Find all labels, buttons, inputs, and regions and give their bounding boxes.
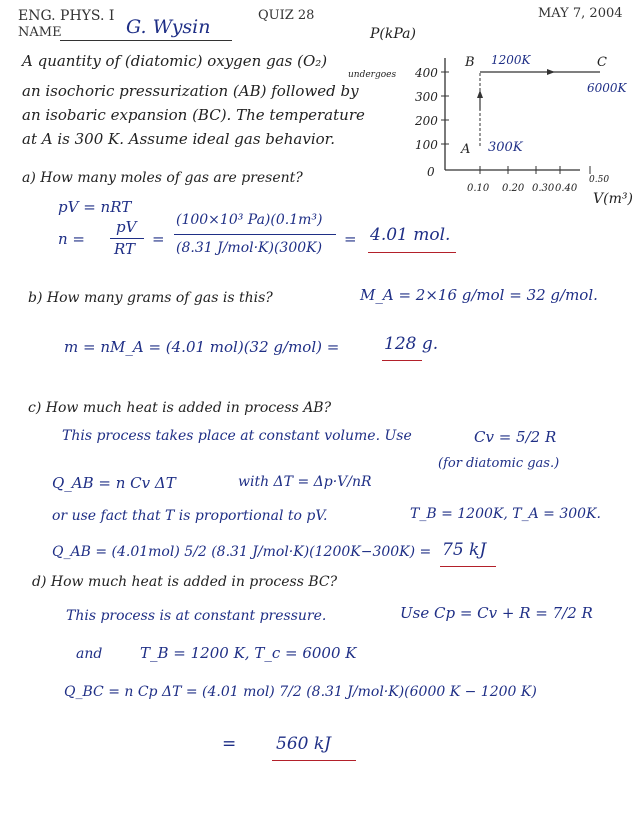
result-equals-a: = — [344, 230, 357, 248]
frac1-numerator: pV — [116, 218, 137, 236]
part-c-question: c) How much heat is added in process AB? — [28, 400, 332, 416]
y-axis-label: P(kPa) — [370, 26, 416, 42]
temp-b-label: 1200K — [491, 53, 531, 67]
q-ab-calc: Q_AB = (4.01mol) 5/2 (8.31 J/mol·K)(1200K−300K) = — [52, 544, 432, 560]
problem-line-2: an isochoric pressurization (AB) followed by — [22, 82, 359, 100]
quiz-number: QUIZ 28 — [258, 8, 315, 23]
name-label: NAME — [18, 25, 62, 40]
frac1-bar — [110, 238, 144, 239]
y-tick-100: 100 — [415, 138, 438, 152]
x-tick-0.20: 0.20 — [502, 183, 525, 194]
n-equals: n = — [58, 230, 85, 248]
student-name: G. Wysin — [126, 16, 211, 38]
arrow-right-icon — [547, 69, 555, 75]
x-tick-0.10: 0.10 — [467, 183, 490, 194]
part-d-question: d) How much heat is added in process BC? — [32, 574, 338, 590]
problem-note: undergoes — [348, 70, 397, 80]
part-d-line1: This process is at constant pressure. — [66, 608, 327, 624]
x-tick-0.30: 0.30 — [532, 183, 555, 194]
temps-ab: T_B = 1200K, T_A = 300K. — [410, 506, 601, 522]
frac2-denominator: (8.31 J/mol·K)(300K) — [176, 240, 323, 256]
diatomic-note: (for diatomic gas.) — [438, 456, 560, 471]
arrow-up-icon — [477, 90, 483, 98]
moles-result: 4.01 mol. — [370, 225, 451, 245]
part-b-question: b) How many grams of gas is this? — [28, 290, 273, 306]
delta-t-note: with ΔT = Δp·V/nR — [238, 474, 372, 490]
temp-c-label: 6000K — [587, 81, 627, 95]
temp-a-label: 300K — [488, 140, 523, 155]
name-line — [60, 40, 232, 41]
y-tick-400: 400 — [415, 66, 438, 80]
x-tick-0.40: 0.40 — [555, 183, 578, 194]
q-bc-result: 560 kJ — [276, 734, 331, 754]
molar-mass: M_A = 2×16 g/mol = 32 g/mol. — [360, 286, 598, 304]
temps-bc: T_B = 1200 K, T_c = 6000 K — [140, 644, 357, 662]
q-ab-result: 75 kJ — [442, 540, 487, 560]
point-b-label: B — [465, 55, 475, 70]
frac1-denominator: RT — [114, 240, 136, 258]
x-tick-0.50: 0.50 — [589, 175, 610, 185]
quiz-date: MAY 7, 2004 — [538, 6, 623, 21]
point-c-label: C — [597, 55, 607, 70]
q-bc-calc: Q_BC = n Cp ΔT = (4.01 mol) 7/2 (8.31 J/mol·K)(6000 K − 1200 K) — [64, 684, 537, 700]
problem-line-3: an isobaric expansion (BC). The temperature — [22, 106, 365, 124]
and-word: and — [76, 646, 103, 662]
problem-line-1: A quantity of (diatomic) oxygen gas (O₂) — [22, 52, 328, 70]
course-title: ENG. PHYS. I — [18, 8, 115, 24]
cp-value: Use Cp = Cv + R = 7/2 R — [400, 604, 593, 622]
q-ab-equation: Q_AB = n Cv ΔT — [52, 474, 176, 492]
ideal-gas-equation: pV = nRT — [58, 198, 132, 216]
frac2-bar — [174, 234, 336, 235]
problem-line-4: at A is 300 K. Assume ideal gas behavior. — [22, 130, 335, 148]
mass-calc: m = nM_A = (4.01 mol)(32 g/mol) = — [64, 338, 340, 356]
part-a-question: a) How many moles of gas are present? — [22, 170, 303, 186]
y-tick-0: 0 — [427, 165, 435, 179]
q-bc-result-underline — [272, 760, 356, 761]
point-a-label: A — [461, 142, 471, 157]
y-tick-200: 200 — [415, 114, 438, 128]
proportional-note: or use fact that T is proportional to pV. — [52, 508, 328, 524]
mass-result-underline — [382, 360, 422, 361]
equals-sign-a: = — [152, 230, 165, 248]
moles-result-underline — [368, 252, 456, 253]
frac2-numerator: (100×10³ Pa)(0.1m³) — [176, 212, 323, 228]
q-ab-result-underline — [440, 566, 496, 567]
cv-value: Cv = 5/2 R — [474, 428, 557, 446]
x-axis-label: V(m³) — [593, 191, 633, 207]
y-tick-300: 300 — [415, 90, 438, 104]
part-c-line1: This process takes place at constant volume. Use — [62, 428, 412, 444]
q-bc-equals: = — [222, 734, 237, 754]
mass-result: 128 g. — [384, 334, 439, 354]
